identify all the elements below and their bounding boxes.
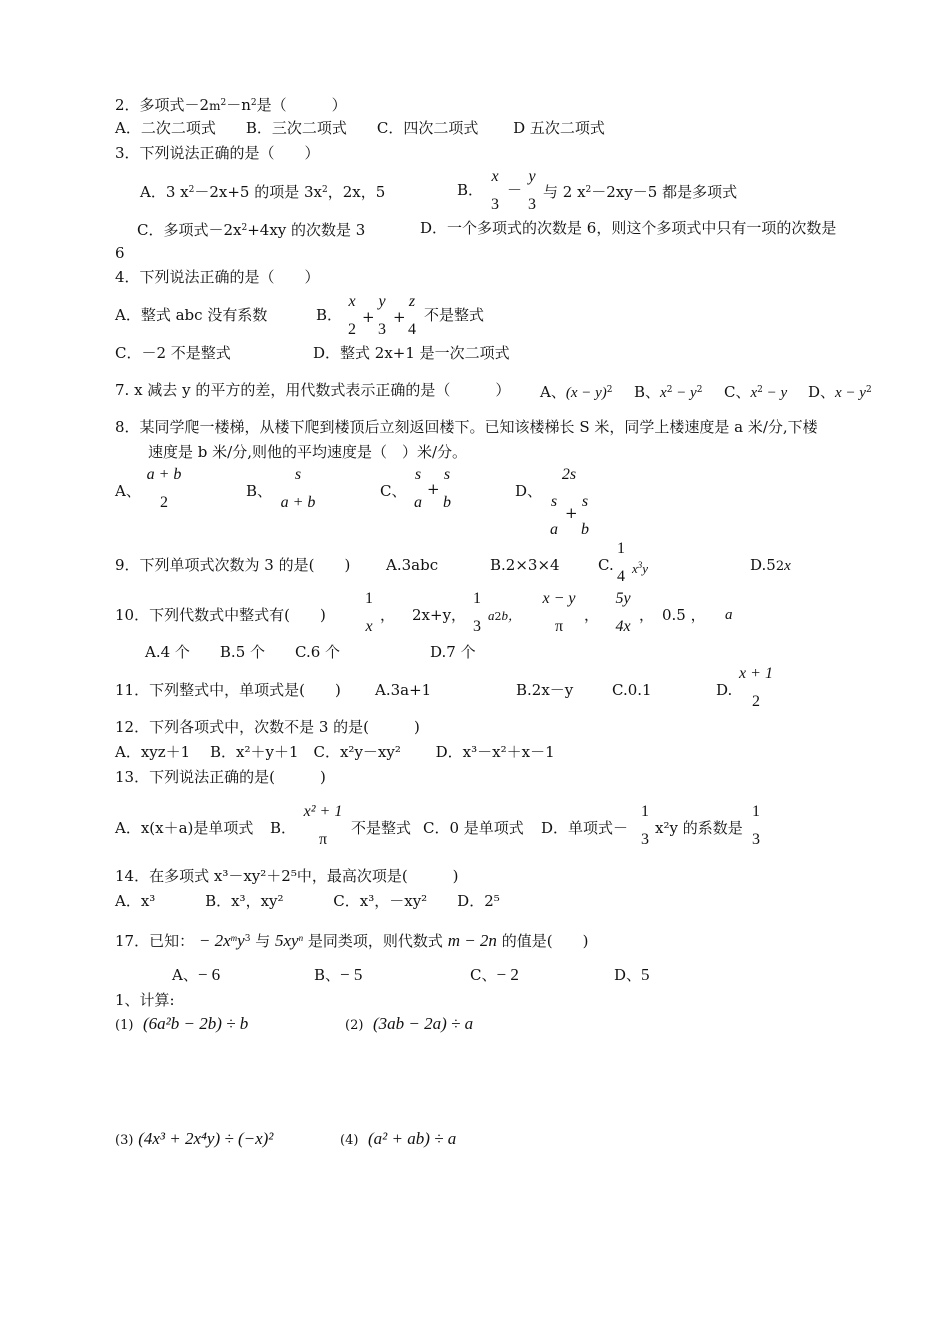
question-4-option-d: D．整式 2x+1 是一次二项式 <box>313 344 510 362</box>
question-3-option-b-minus: － <box>507 181 523 199</box>
question-7-option-b: B、$x^2 - y^2$ <box>634 383 703 401</box>
question-4-fraction-x-2: x 2 <box>348 293 356 338</box>
question-13-option-d: D．单项式－ <box>541 819 629 837</box>
question-8-option-c-fraction-2: s b <box>443 466 451 511</box>
question-4-option-c: C．－2 不是整式 <box>115 344 231 362</box>
question-13-option-d-fraction-1: 1 3 <box>641 803 649 848</box>
question-11-stem: 11．下列整式中，单项式是( ) <box>115 681 341 699</box>
question-4-fraction-z-4: z 4 <box>408 293 416 338</box>
question-8-line-1: 8．某同学爬一楼梯，从楼下爬到楼顶后立刻返回楼下。已知该楼梯长 S 米，同学上楼速度是 a 米/分,下楼 <box>115 418 818 436</box>
question-10-fraction-1-over-3: 1 3 <box>473 590 481 635</box>
question-4-option-b-end: 不是整式 <box>424 306 485 324</box>
question-7-option-a: A、$(x - y)^2$ <box>540 383 613 401</box>
question-8-option-a-label: A、 <box>115 482 141 500</box>
question-8-option-b-label: B、 <box>246 482 273 500</box>
question-9-option-c-term: $x^3y$ <box>632 560 649 576</box>
question-7-option-c: C、$x^2 - y$ <box>724 383 788 401</box>
question-4-plus-2: + <box>393 308 406 326</box>
calc-problem-2: (2) (3ab − 2a) ÷ a <box>345 1014 474 1033</box>
question-11-option-b: B.2x－y <box>516 681 574 699</box>
question-12-options: A．xyz＋1 B．x²＋y＋1 C．x²y－xy² D．x³－x²＋x－1 <box>115 743 555 761</box>
question-8-option-d-numerator: 2s <box>561 466 577 483</box>
question-7-stem: 7. x 减去 y 的平方的差，用代数式表示正确的是（ ） <box>115 381 511 399</box>
question-8-option-d-fraction-2: s b <box>581 493 589 538</box>
question-13-stem: 13．下列说法正确的是( ) <box>115 768 326 786</box>
question-13-option-c: C．0 是单项式 <box>423 819 524 837</box>
question-10-fraction-1-over-x: 1 x <box>365 590 373 635</box>
calc-problem-1: (1) (6a²b − 2b) ÷ b <box>115 1014 249 1033</box>
question-9-option-d: D.52x <box>750 556 791 574</box>
question-12-stem: 12．下列各项式中，次数不是 3 的是( ) <box>115 718 420 736</box>
question-3-stem: 3．下列说法正确的是（ ） <box>115 144 320 162</box>
question-4-plus-1: + <box>362 308 375 326</box>
question-10-options: A.4 个 B.5 个 C.6 个 D.7 个 <box>145 643 476 661</box>
question-9-option-c-label: C. <box>598 556 614 574</box>
question-13-option-b-end: 不是整式 <box>351 819 412 837</box>
question-17-option-c: C、− 2 <box>470 965 519 984</box>
question-8-option-c-label: C、 <box>380 482 407 500</box>
question-10-fraction-x-minus-y-over-pi: x − y π <box>542 590 576 635</box>
question-4-stem: 4．下列说法正确的是（ ） <box>115 268 320 286</box>
question-3-option-b-fraction-y: y 3 <box>528 168 536 213</box>
question-7-option-d: D、$x - y^2$ <box>808 383 872 401</box>
question-13-option-b-fraction: x² + 1 π <box>303 803 343 848</box>
question-8-option-d-plus: + <box>565 504 578 522</box>
question-10-comma-2: ， <box>584 606 600 624</box>
question-10-comma-3: ， <box>639 606 655 624</box>
question-2-options: A．二次二项式 B．三次二项式 C．四次二项式 D 五次二项式 <box>115 119 605 137</box>
question-3-option-b-fraction-x: x 3 <box>491 168 499 213</box>
question-11-option-d-label: D. <box>716 681 733 699</box>
question-9-stem: 9．下列单项式次数为 3 的是( ) <box>115 556 351 574</box>
question-8-option-d-label: D、 <box>515 482 543 500</box>
calc-title: 1、计算: <box>115 991 175 1009</box>
question-8-line-2: 速度是 b 米/分,则他的平均速度是（ ）米/分。 <box>148 443 468 461</box>
question-8-option-d-fraction-1: s a <box>550 493 558 538</box>
question-3-option-d-wrap: 6 <box>115 244 125 262</box>
question-13-option-d-fraction-2: 1 3 <box>752 803 760 848</box>
question-4-option-b-label: B． <box>316 306 343 324</box>
question-3-option-b-rest: 与 2 $x^2-2xy-5$ 都是多项式 <box>543 183 738 201</box>
calc-problem-3: (3) (4x³ + 2x⁴y) ÷ (−x)² <box>115 1129 274 1148</box>
question-17-option-a: A、− 6 <box>172 965 221 984</box>
question-9-option-c-fraction: 1 4 <box>617 540 625 585</box>
question-8-option-a-fraction: a + b 2 <box>146 466 182 511</box>
question-10-expression-6: 0.5 ， <box>662 606 706 624</box>
question-10-expression-3: a2b， <box>488 608 522 623</box>
question-10-fraction-5y-over-4x: 5y 4x <box>615 590 631 635</box>
question-8-option-c-plus: + <box>427 480 440 498</box>
question-9-option-b: B.2×3×4 <box>490 556 560 574</box>
question-13-option-b-label: B． <box>270 819 297 837</box>
question-17-option-d: D、5 <box>614 965 650 984</box>
question-13-option-d-rest: x²y 的系数是 <box>655 819 743 837</box>
question-17-stem: 17．已知： − $2x^my^3$ 与 $5xy^n$ 是同类项，则代数式 m − 2n 的值是( ) <box>115 931 589 950</box>
question-17-option-b: B、− 5 <box>314 965 363 984</box>
question-13-option-a: A．x(x＋a)是单项式 <box>115 819 254 837</box>
question-8-option-c-fraction-1: s a <box>414 466 422 511</box>
question-14-stem: 14．在多项式 x³－xy²＋2⁵中，最高次项是( ) <box>115 867 459 885</box>
question-3-option-a: A．3 $x^2-2x+5$ 的项是 $3x^2$，2x，5 <box>140 183 386 201</box>
question-9-option-a: A.3abc <box>386 556 439 574</box>
question-11-option-d-fraction: x + 1 2 <box>739 665 773 710</box>
calc-problem-4: (4) (a² + ab) ÷ a <box>340 1129 457 1148</box>
question-11-option-a: A.3a+1 <box>375 681 432 699</box>
question-14-options: A．x³ B．x³，xy² C．x³，－xy² D．2⁵ <box>115 892 500 910</box>
question-3-option-c: C．多项式$-2x^2+4xy$ 的次数是 3 <box>137 221 366 239</box>
question-10-expression-2: 2x+y， <box>412 606 467 624</box>
question-10-comma-1: ， <box>380 606 396 624</box>
question-2-stem: 2．多项式$-2m^2-n^2$是（ ） <box>115 96 347 114</box>
question-11-option-c: C.0.1 <box>612 681 652 699</box>
question-4-option-a: A．整式 abc 没有系数 <box>115 306 268 324</box>
question-10-expression-7: a <box>725 607 733 623</box>
question-10-stem: 10．下列代数式中整式有( ) <box>115 606 326 624</box>
question-3-option-b-label: B． <box>457 181 484 199</box>
question-4-fraction-y-3: y 3 <box>378 293 386 338</box>
question-3-option-d: D．一个多项式的次数是 6，则这个多项式中只有一项的次数是 <box>420 219 837 237</box>
question-8-option-b-fraction: s a + b <box>280 466 316 511</box>
